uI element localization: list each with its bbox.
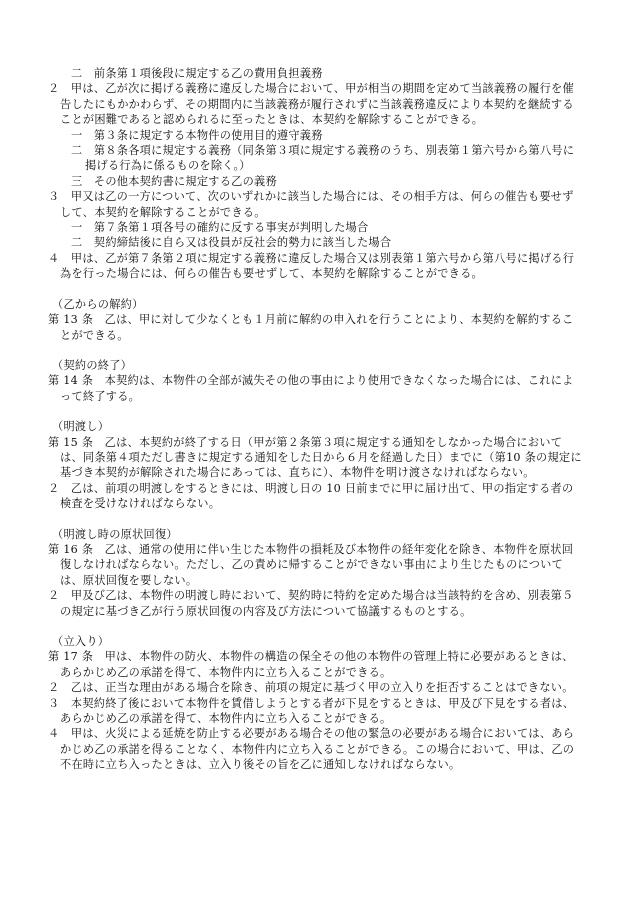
clause-paragraph: ３ 本契約終了後において本物件を賃借しようとする者が下見をするときは、甲及び下見をする者は、あらかじめ乙の承諾を得て、本物件内に立ち入ることができる。: [48, 696, 575, 726]
clause-subitem: 三 その他本契約書に規定する乙の義務: [71, 174, 277, 188]
clause-paragraph: ４ 甲は、火災による延焼を防止する必要がある場合その他の緊急の必要がある場合においては、あらかじめ乙の承諾を得ることなく、本物件内に立ち入ることができる。この場合において、甲は、乙の不在時に立ち入ったときは、立入り後その旨を乙に通知しなければならない。: [48, 727, 575, 772]
article-caption: （明渡し）: [52, 420, 110, 434]
article-caption: （乙からの解約）: [52, 297, 144, 311]
article-14: 第 14 条 本契約は、本物件の全部が滅失その他の事由により使用できなくなった場合には、これによって終了する。: [48, 374, 574, 403]
clause-subitem: 二 第８条各項に規定する義務（同条第３項に規定する義務のうち、別表第１第六号から第八号に掲げる行為に係るものを除く。）: [71, 144, 575, 173]
article-caption: （明渡し時の原状回復）: [52, 527, 178, 541]
clause-subitem: 一 第７条第１項各号の確約に反する事実が判明した場合: [71, 221, 369, 235]
clause-paragraph: ３ 甲又は乙の一方について、次のいずれかに該当した場合には、その相手方は、何らの催告も要せずして、本契約を解除することができる。: [48, 190, 574, 219]
document-body: [48, 66, 582, 773]
clause-paragraph: ２ 甲及び乙は、本物件の明渡し時において、契約時に特約を定めた場合は当該特約を含め、別表第５の規定に基づき乙が行う原状回復の内容及び方法について協議するものとする。: [48, 589, 574, 618]
article-caption: （契約の終了）: [52, 358, 133, 372]
clause-subitem: 二 契約締結後に自ら又は役員が反社会的勢力に該当した場合: [71, 236, 392, 250]
clause-paragraph: ４ 甲は、乙が第７条第２項に規定する義務に違反した場合又は別表第１第六号から第八号に掲げる行為を行った場合には、何らの催告も要せずして、本契約を解除することができる。: [48, 251, 575, 281]
article-13: 第 13 条 乙は、甲に対して少なくとも１月前に解約の申入れを行うことにより、本契約を解約することができる。: [48, 313, 574, 342]
clause-paragraph: ２ 甲は、乙が次に掲げる義務に違反した場合において、甲が相当の期間を定めて当該義務の履行を催告したにもかかわらず、その期間内に当該義務が履行されずに当該義務違反により本契約を継続することが困難であると認められるに至ったときは、本契約を解除することができる。: [48, 82, 574, 127]
article-15: 第 15 条 乙は、本契約が終了する日（甲が第２条第３項に規定する通知をしなかった場合においては、同条第４項ただし書きに規定する通知をした日から６月を経過した日）までに（第10 条の規定に基づき本契約が解除された場合にあっては、直ちに）、本物件を明け渡さなければならない。: [48, 435, 582, 480]
article-caption: （立入り）: [52, 635, 110, 648]
article-16: 第 16 条 乙は、通常の使用に伴い生じた本物件の損耗及び本物件の経年変化を除き、本物件を原状回復しなければならない。ただし、乙の責めに帰することができない事由により生じたものについては、原状回復を要しない。: [48, 542, 574, 587]
clause-subitem: 二 前条第１項後段に規定する乙の費用負担義務: [71, 67, 323, 80]
clause-paragraph: ２ 乙は、正当な理由がある場合を除き、前項の規定に基づく甲の立入りを拒否することはできない。: [48, 681, 574, 695]
clause-subitem: 一 第３条に規定する本物件の使用目的遵守義務: [71, 128, 323, 142]
clause-paragraph: ２ 乙は、前項の明渡しをするときには、明渡し日の 10 日前までに甲に届け出て、甲の指定する者の検査を受けなければならない。: [48, 481, 574, 511]
article-17: 第 17 条 甲は、本物件の防火、本物件の構造の保全その他の本物件の管理上特に必要があるときは、あらかじめ乙の承諾を得て、本物件内に立ち入ることができる。: [48, 650, 574, 679]
